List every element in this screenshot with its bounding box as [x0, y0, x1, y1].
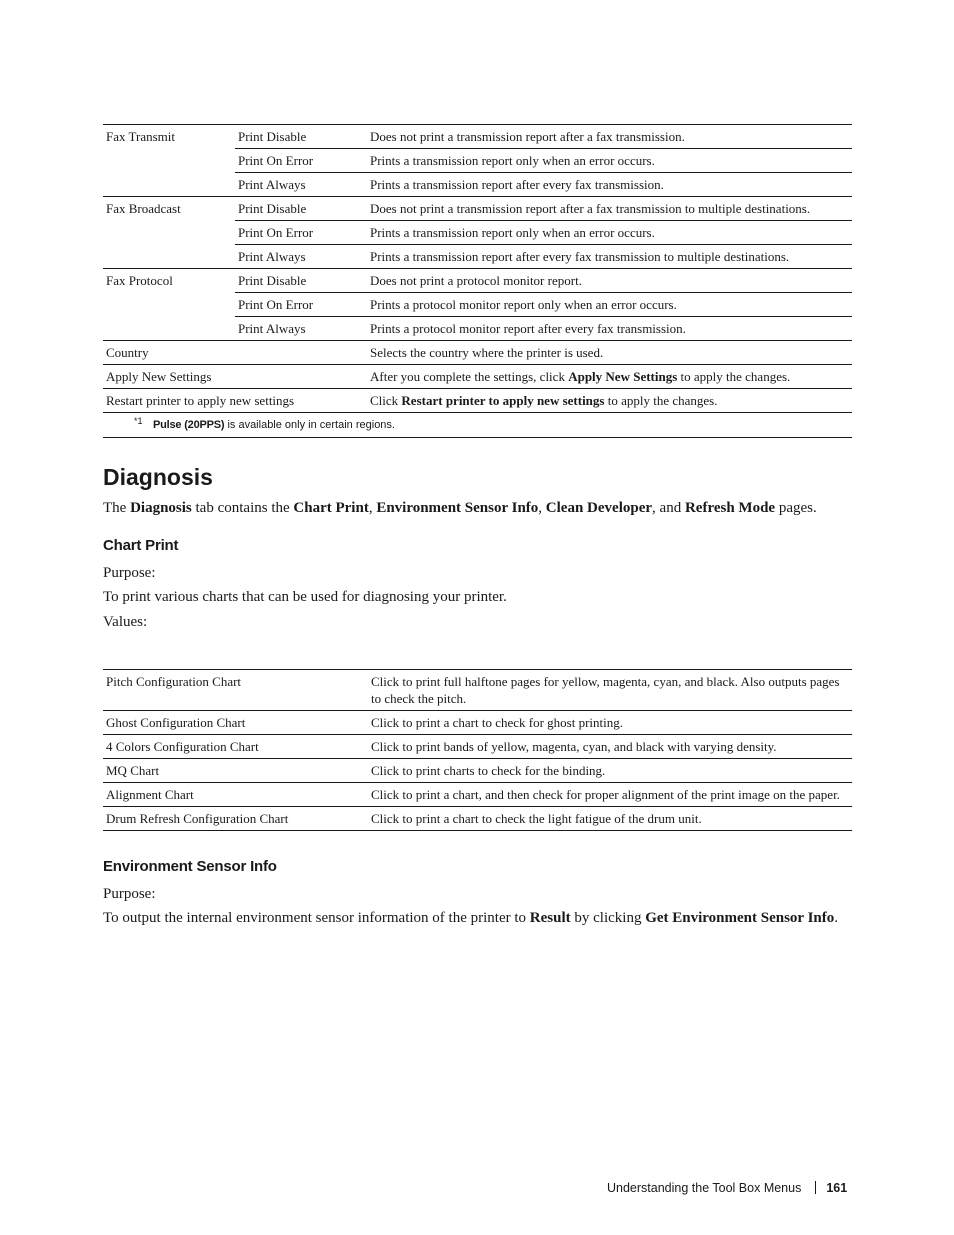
setting-name: Apply New Settings: [103, 365, 367, 389]
option-description: [367, 389, 852, 413]
text: by clicking: [570, 910, 646, 926]
footnote-bold: Pulse (20PPS): [153, 419, 225, 431]
option-name: Print On Error: [235, 293, 367, 317]
subsection-title: Environment Sensor Info: [103, 858, 277, 875]
chart-description: Click to print charts to check for the binding.: [368, 759, 852, 783]
purpose-label: Purpose:: [103, 886, 156, 902]
table-row: [103, 365, 852, 389]
option-name: Print Disable: [235, 269, 367, 293]
page-number: 161: [826, 1181, 848, 1195]
purpose-text: To print various charts that can be used for diagnosing your printer.: [103, 589, 507, 605]
table-row: [103, 149, 852, 173]
desc-text: After you complete the settings, click: [370, 369, 569, 384]
table-row: [103, 759, 852, 783]
setting-name: [103, 221, 235, 245]
setting-name: Fax Broadcast: [106, 201, 181, 216]
subsection-title: Chart Print: [103, 537, 179, 554]
option-name: Print On Error: [235, 149, 367, 173]
table-row: [103, 735, 852, 759]
setting-name: [103, 149, 235, 173]
chart-name: 4 Colors Configuration Chart: [103, 735, 368, 759]
option-description: Does not print a transmission report after a fax transmission.: [367, 125, 852, 149]
option-description: Prints a transmission report only when an error occurs.: [367, 149, 852, 173]
text: ,: [368, 500, 377, 516]
bold-text: Clean Developer: [545, 500, 653, 516]
chart-name: Alignment Chart: [103, 783, 368, 807]
option-description: Prints a transmission report only when an error occurs.: [367, 221, 852, 245]
table-row: [103, 197, 852, 221]
option-description: Prints a protocol monitor report after every fax transmission.: [367, 317, 852, 341]
text: ,: [538, 500, 546, 516]
footnote-marker: *1: [134, 416, 143, 426]
option-description: Prints a transmission report after every fax transmission.: [367, 173, 852, 197]
option-name: Print Always: [235, 173, 367, 197]
bold-text: Get Environment Sensor Info: [645, 910, 835, 926]
chart-description: Click to print a chart to check for ghost printing.: [368, 711, 852, 735]
setting-name: Country: [103, 341, 367, 365]
desc-bold: Apply New Settings: [568, 369, 678, 384]
table-row: [103, 670, 852, 711]
option-description: Does not print a protocol monitor report.: [367, 269, 852, 293]
desc-text: to apply the changes.: [604, 393, 718, 408]
option-name: Print Disable: [235, 125, 367, 149]
table-row: [103, 125, 852, 149]
option-description: Does not print a transmission report after a fax transmission to multiple destinations.: [367, 197, 852, 221]
desc-text: Click: [370, 393, 402, 408]
table-row: [103, 245, 852, 269]
setting-name: [103, 317, 235, 341]
chart-print-table: [103, 669, 852, 831]
setting-name: Fax Protocol: [106, 273, 173, 288]
bold-text: Chart Print: [293, 500, 369, 516]
footnote-rest: is available only in certain regions.: [224, 419, 395, 431]
desc-text: to apply the changes.: [677, 369, 791, 384]
purpose-text: [103, 909, 852, 927]
chart-name: Pitch Configuration Chart: [103, 670, 368, 711]
chart-name: Ghost Configuration Chart: [103, 711, 368, 735]
table-row: [103, 389, 852, 413]
option-description: Selects the country where the printer is used.: [367, 341, 852, 365]
bold-text: Refresh Mode: [684, 500, 776, 516]
option-description: Prints a transmission report after every fax transmission to multiple destinations.: [367, 245, 852, 269]
option-name: Print Always: [235, 317, 367, 341]
table-row: [103, 783, 852, 807]
text: To output the internal environment sensor information of the printer to: [103, 910, 530, 926]
bold-text: Environment Sensor Info: [376, 500, 539, 516]
values-label: Values:: [103, 614, 148, 630]
option-description: [367, 365, 852, 389]
footer-section: Understanding the Tool Box Menus: [607, 1181, 802, 1195]
setting-name: Restart printer to apply new settings: [103, 389, 367, 413]
table-row: [103, 293, 852, 317]
setting-name: [103, 293, 235, 317]
chart-name: MQ Chart: [103, 759, 368, 783]
text: .: [834, 910, 838, 926]
bold-text: Diagnosis: [130, 500, 192, 516]
table-row: [103, 269, 852, 293]
fax-settings-table: [103, 124, 852, 413]
setting-name: [103, 173, 235, 197]
option-name: Print On Error: [235, 221, 367, 245]
footer-divider: [815, 1181, 816, 1194]
desc-bold: Restart printer to apply new settings: [401, 393, 605, 408]
purpose-label: Purpose:: [103, 565, 156, 581]
table-row: [103, 317, 852, 341]
setting-name: [103, 245, 235, 269]
section-title: Diagnosis: [103, 464, 213, 490]
chart-description: Click to print full halftone pages for yellow, magenta, cyan, and black. Also outputs pages to check the pitch.: [368, 670, 852, 711]
text: tab contains the: [191, 500, 294, 516]
option-name: Print Disable: [235, 197, 367, 221]
table-row: [103, 711, 852, 735]
table-row: [103, 173, 852, 197]
footnote-text: [153, 419, 395, 431]
option-description: Prints a protocol monitor report only when an error occurs.: [367, 293, 852, 317]
intro-paragraph: [103, 499, 852, 517]
page-content: [103, 124, 852, 926]
bold-text: Result: [529, 910, 571, 926]
text: pages.: [775, 500, 817, 516]
table-footnote: [103, 413, 852, 438]
table-row: [103, 221, 852, 245]
option-name: Print Always: [235, 245, 367, 269]
chart-name: Drum Refresh Configuration Chart: [103, 807, 368, 831]
table-row: [103, 807, 852, 831]
chart-description: Click to print a chart, and then check for proper alignment of the print image on the paper.: [368, 783, 852, 807]
text: The: [103, 500, 131, 516]
page-footer: [607, 1181, 847, 1195]
chart-description: Click to print a chart to check the light fatigue of the drum unit.: [368, 807, 852, 831]
chart-description: Click to print bands of yellow, magenta, cyan, and black with varying density.: [368, 735, 852, 759]
setting-name: Fax Transmit: [103, 125, 235, 149]
text: , and: [652, 500, 685, 516]
table-row: [103, 341, 852, 365]
